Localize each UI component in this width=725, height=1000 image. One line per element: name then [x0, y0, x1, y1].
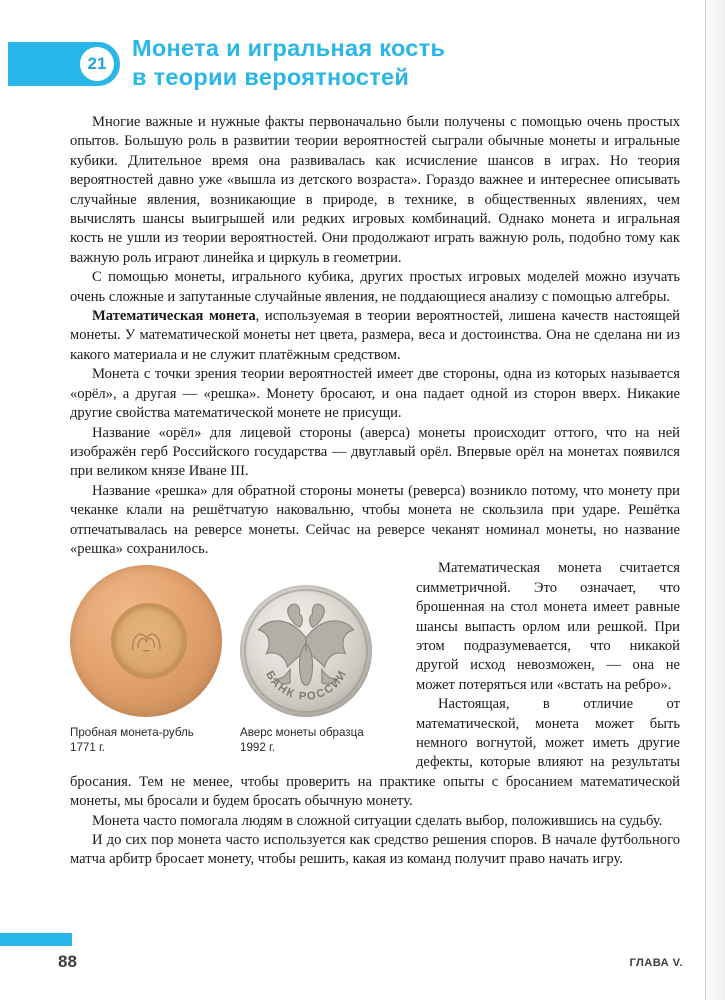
- section-number-badge: 21: [80, 47, 114, 81]
- coin-monogram-icon: [122, 617, 171, 663]
- paragraph-2: С помощью монеты, игрального кубика, других простых игровых моделей можно изучать очень сложные и запутанные случайные явления, не поддающиеся анализу с помощью алгебры.: [70, 269, 680, 305]
- term-definition-text: , используемая в теории вероятностей, лишена качеств настоящей монеты. У математической монеты нет цвета, размера, веса и достоинства. Она не сделана ни из какого материала и не служит платёжным средством.: [70, 308, 680, 363]
- figure-caption-2: Аверс монеты образца 1992 г.: [240, 726, 364, 754]
- paragraph-9: И до сих пор монета часто используется как средство решения споров. В начале футбольного матча арбитр бросает монету, чтобы решить, какая из команд получит право начать игру.: [70, 832, 680, 868]
- section-number-tab: [8, 42, 120, 86]
- svg-text:БАНК РОССИИ: БАНК РОССИИ: [263, 668, 350, 704]
- footer-accent-bar: [0, 933, 72, 946]
- page-title: [132, 34, 672, 92]
- figure-caption-1: Пробная монета-рубль 1771 г.: [70, 726, 194, 754]
- paragraph-definition: [70, 307, 680, 365]
- figure-row: [70, 565, 400, 755]
- page-header: [0, 32, 690, 110]
- silver-coin-image: [240, 585, 372, 717]
- copper-coin-image: [70, 565, 222, 717]
- paragraph-7: Настоящая, в отличие от математической, монета может быть немного вогнутой, может иметь другие дефекты, которые влияют на результаты бросания. Тем не менее, чтобы проверить на практике опыты с бросанием математической монеты, мы бросали и будем бросать обычную монету.: [70, 696, 680, 810]
- figure-coin-obverse-1992: [240, 585, 372, 755]
- double-headed-eagle-icon: [240, 585, 372, 717]
- paragraph-8: Монета часто помогала людям в сложной ситуации сделать выбор, положившись на судьбу.: [92, 812, 663, 829]
- page-number: 88: [58, 952, 77, 971]
- page-title-line-2: в теории вероятностей: [132, 64, 410, 90]
- paragraph-3: Монета с точки зрения теории вероятностей имеет две стороны, одна из которых называется «орёл», а другая — «решка». Монету бросают, и она падает одной из сторон вверх. Никакие другие свойства математической монете не присущи.: [70, 366, 680, 422]
- paragraph-6: Математическая монета считается симметричной. Это означает, что брошенная на стол монета имеет равные шансы выпасть орлом или решкой. При этом подразумевается, что никакой другой исход невозможен, — она не может потеряться или «встать на ребро».: [416, 560, 680, 693]
- page-edge-shadow: [706, 0, 725, 1000]
- article-body: [70, 113, 680, 870]
- figure-coin-trial-ruble-1771: [70, 565, 222, 755]
- paragraph-1: Многие важные и нужные факты первоначально были получены с помощью очень простых опытов. Большую роль в развитии теории вероятностей сыграли обычные монеты и игральные кубики. Длительное время она развивалась как исчисление шансов в играх. Но теория вероятностей давно уже «вышла из детского возраста». Гораздо важнее и интереснее описывать случайные явления, возникающие в природе, в технике, в общественных явлениях, чем вычислять шансы выигрышей или редких игровых комбинаций. Однако монета и игральная кость не ушли из теории вероятностей. Они продолжают играть важную роль, подобно тому как важную роль играют линейка и циркуль в геометрии.: [70, 114, 680, 266]
- page-edge-rule: [705, 0, 706, 1000]
- chapter-label: ГЛАВА V.: [629, 957, 683, 969]
- paragraph-5: Название «решка» для обратной стороны монеты (реверса) возникло потому, что монету при чеканке клали на решётчатую наковальню, чтобы монета не скользила при ударе. Решётка отпечатывалась на реверсе монеты. Сейчас на реверсе чеканят номинал монеты, но название «решка» сохранилось.: [70, 482, 680, 557]
- page-title-line-1: Монета и игральная кость: [132, 35, 446, 61]
- figure-group: [70, 565, 400, 755]
- term-mathematical-coin: Математическая монета: [92, 308, 256, 325]
- paragraph-4: Название «орёл» для лицевой стороны (аверса) монеты происходит оттого, что на ней изображён герб Российского государства — двуглавый орёл. Впервые орёл на монетах появился при великом князе Иване III.: [70, 424, 680, 480]
